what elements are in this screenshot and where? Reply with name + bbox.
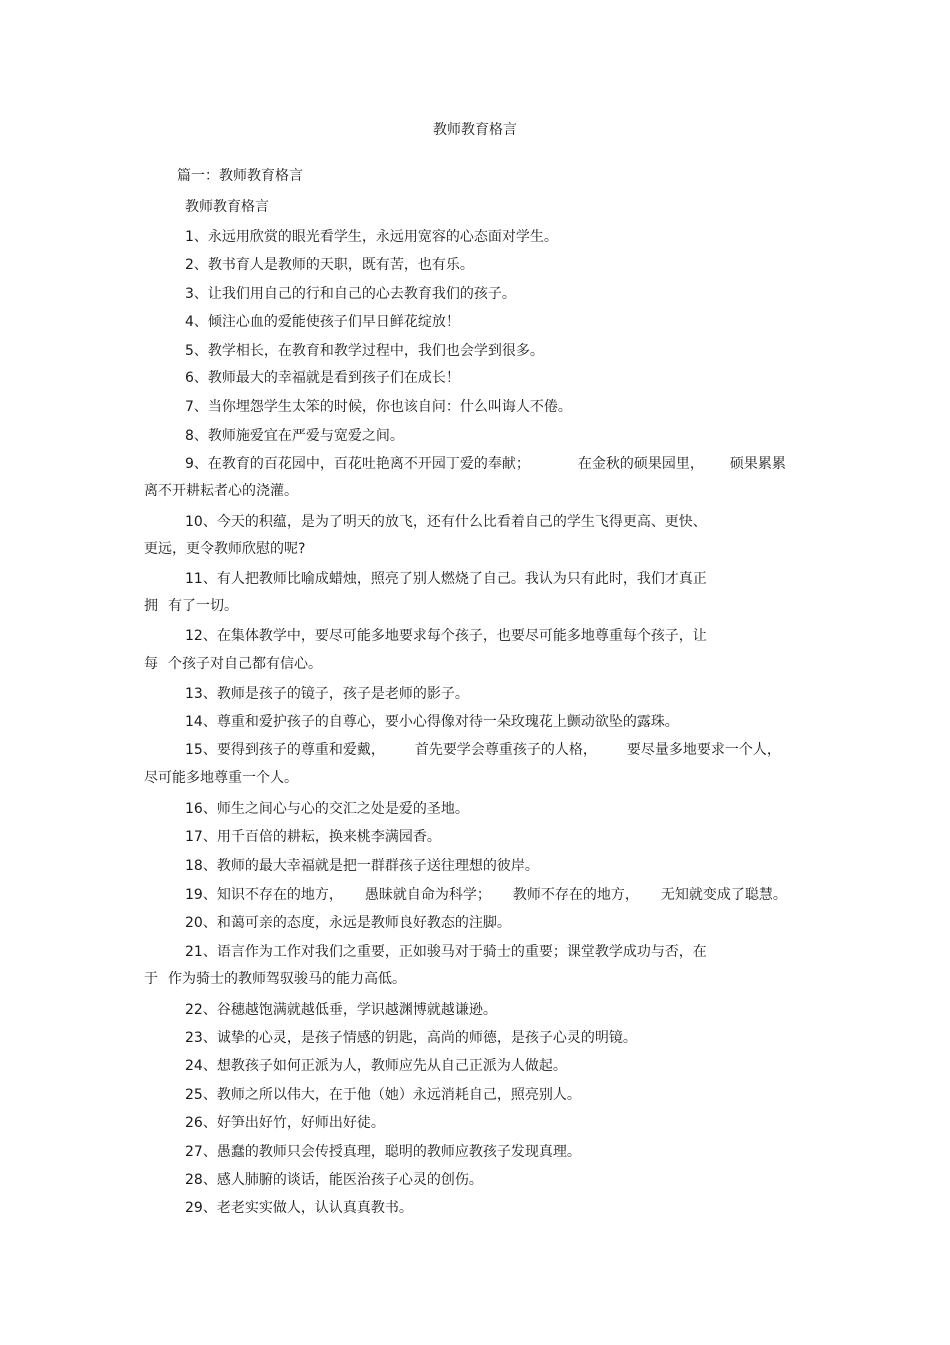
motto-item-12: 12、在集体教学中，要尽可能多地要求每个孩子，也要尽可能多地尊重每个孩子，让 — [185, 628, 707, 644]
motto-item-16: 16、师生之间心与心的交汇之处是爱的圣地。 — [185, 801, 469, 817]
motto-item-7: 7、当你埋怨学生太笨的时候，你也该自问：什么叫诲人不倦。 — [185, 399, 572, 415]
motto-item-3: 3、让我们用自己的行和自己的心去教育我们的孩子。 — [185, 286, 516, 302]
motto-item-21-cont-a: 于 — [144, 971, 158, 987]
motto-item-5: 5、教学相长，在教育和教学过程中，我们也会学到很多。 — [185, 343, 544, 359]
motto-item-6: 6、教师最大的幸福就是看到孩子们在成长！ — [185, 370, 460, 386]
motto-item-27: 27、愚蠢的教师只会传授真理，聪明的教师应教孩子发现真理。 — [185, 1144, 581, 1160]
motto-item-21-continuation — [144, 970, 406, 988]
motto-item-24: 24、想教孩子如何正派为人，教师应先从自己正派为人做起。 — [185, 1058, 567, 1074]
chapter-heading: 篇一：教师教育格言 — [177, 168, 303, 184]
motto-item-19-part2: 愚昧就自命为科学； — [364, 887, 491, 903]
motto-item-12-continuation — [144, 655, 322, 673]
motto-item-11-cont-b: 有了一切。 — [168, 598, 238, 614]
motto-item-11-cont-a: 拥 — [144, 598, 158, 614]
motto-item-9 — [185, 455, 786, 473]
motto-item-12-cont-a: 每 — [144, 656, 158, 672]
motto-item-15-part3: 要尽量多地要求一个人， — [626, 742, 781, 758]
motto-item-15 — [185, 741, 781, 759]
motto-item-10-continuation: 更远，更令教师欣慰的呢? — [144, 541, 306, 557]
motto-item-19 — [185, 886, 787, 904]
motto-item-9-part2: 在金秋的硕果园里， — [577, 456, 704, 472]
motto-item-26: 26、好笋出好竹，好师出好徒。 — [185, 1115, 385, 1131]
motto-item-15-part2: 首先要学会尊重孩子的人格， — [414, 742, 597, 758]
motto-item-19-part4: 无知就变成了聪慧。 — [660, 887, 787, 903]
section-subheading: 教师教育格言 — [185, 199, 269, 215]
motto-item-8: 8、教师施爱宜在严爱与宽爱之间。 — [185, 428, 404, 444]
motto-item-21-cont-b: 作为骑士的教师驾驭骏马的能力高低。 — [168, 971, 406, 987]
motto-item-15-continuation: 尽可能多地尊重一个人。 — [144, 770, 298, 786]
motto-item-23: 23、诚挚的心灵，是孩子情感的钥匙，高尚的师德，是孩子心灵的明镜。 — [185, 1030, 637, 1046]
page-title: 教师教育格言 — [433, 122, 517, 138]
motto-item-17: 17、用千百倍的耕耘，换来桃李满园香。 — [185, 829, 441, 845]
motto-item-28: 28、感人肺腑的谈话，能医治孩子心灵的创伤。 — [185, 1172, 483, 1188]
motto-item-21: 21、语言作为工作对我们之重要，正如骏马对于骑士的重要；课堂教学成功与否，在 — [185, 944, 707, 960]
motto-item-19-part1: 19、知识不存在的地方， — [185, 887, 343, 903]
motto-item-20: 20、和蔼可亲的态度，永远是教师良好教态的注脚。 — [185, 915, 511, 931]
motto-item-15-part1: 15、要得到孩子的尊重和爱戴， — [185, 742, 385, 758]
motto-item-18: 18、教师的最大幸福就是把一群群孩子送往理想的彼岸。 — [185, 858, 539, 874]
motto-item-10: 10、今天的积蕴，是为了明天的放飞，还有什么比看着自己的学生飞得更高、更快、 — [185, 514, 707, 530]
motto-item-9-part3: 硕果累累 — [729, 456, 786, 472]
motto-item-11: 11、有人把教师比喻成蜡烛，照亮了别人燃烧了自己。我认为只有此时，我们才真正 — [185, 571, 707, 587]
motto-item-14: 14、尊重和爱护孩子的自尊心，要小心得像对待一朵玫瑰花上颤动欲坠的露珠。 — [185, 714, 679, 730]
motto-item-13: 13、教师是孩子的镜子，孩子是老师的影子。 — [185, 686, 469, 702]
motto-item-22: 22、谷穗越饱满就越低垂，学识越渊博就越谦逊。 — [185, 1002, 497, 1018]
motto-item-4: 4、倾注心血的爱能使孩子们早日鲜花绽放！ — [185, 314, 460, 330]
motto-item-1: 1、永远用欣赏的眼光看学生，永远用宽容的心态面对学生。 — [185, 229, 558, 245]
motto-item-9-part1: 9、在教育的百花园中，百花吐艳离不开园丁爱的奉献； — [185, 456, 530, 472]
motto-item-2: 2、教书育人是教师的天职，既有苦，也有乐。 — [185, 257, 474, 273]
motto-item-9-continuation: 离不开耕耘者心的浇灌。 — [144, 483, 298, 499]
motto-item-19-part3: 教师不存在的地方， — [512, 887, 639, 903]
motto-item-12-cont-b: 个孩子对自己都有信心。 — [168, 656, 322, 672]
motto-item-29: 29、老老实实做人，认认真真教书。 — [185, 1200, 413, 1216]
motto-item-25: 25、教师之所以伟大，在于他（她）永远消耗自己，照亮别人。 — [185, 1087, 581, 1103]
motto-item-11-continuation — [144, 597, 238, 615]
